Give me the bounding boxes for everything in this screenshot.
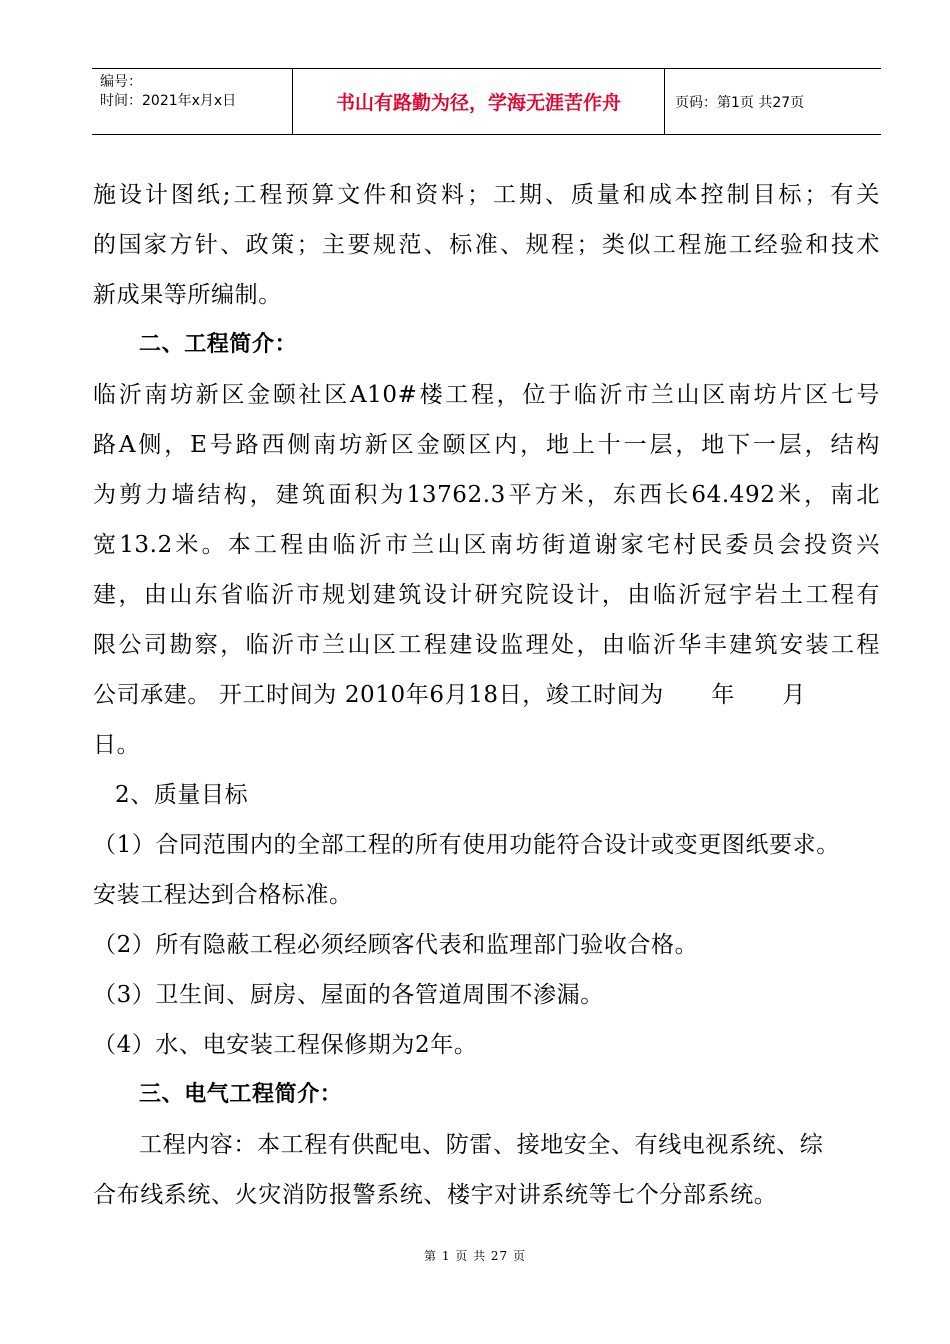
paragraph-line: 工程内容：本工程有供配电、防雷、接地安全、有线电视系统、综 [139,1132,824,1158]
list-item: （3）卫生间、厨房、屋面的各管道周围不渗漏。 [93,982,604,1008]
paragraph-line: 新成果等所编制。 [93,282,282,308]
document-body [93,170,893,1220]
paragraph-line: 施设计图纸;工程预算文件和资料；工期、质量和成本控制目标；有关 [93,182,880,208]
section-heading: 二、工程简介： [139,332,298,357]
paragraph-line: 为剪力墙结构，建筑面积为13762.3平方米，东西长64.492米，南北 [93,482,880,508]
paragraph-line: 建，由山东省临沂市规划建筑设计研究院设计，由临沂冠宇岩土工程有 [93,582,880,608]
paragraph-line: 路A侧，E号路西侧南坊新区金颐区内，地上十一层，地下一层，结构 [93,432,880,458]
paragraph-line: 限公司勘察，临沂市兰山区工程建设监理处，由临沂华丰建筑安装工程 [93,632,880,658]
list-item: （1）合同范围内的全部工程的所有使用功能符合设计或变更图纸要求。 [93,832,840,858]
list-item: （2）所有隐蔽工程必须经顾客代表和监理部门验收合格。 [93,932,699,958]
time-label: 时间：2021年x月x日 [100,93,237,109]
header-meta [92,69,293,134]
paragraph-line: 的国家方针、政策；主要规范、标准、规程；类似工程施工经验和技术 [93,232,880,258]
paragraph-line: 合布线系统、火灾消防报警系统、楼宇对讲系统等七个分部系统。 [93,1182,778,1208]
subsection-title: 2、质量目标 [115,782,249,808]
list-item-continued: 安装工程达到合格标准。 [93,882,353,908]
paragraph-line: 临沂南坊新区金颐社区A10#楼工程，位于临沂市兰山区南坊片区七号 [93,382,880,408]
paragraph-line: 日。 [93,732,141,758]
page-header [92,68,881,135]
header-slogan: 书山有路勤为径，学海无涯苦作舟 [293,69,665,134]
page-footer: 第 1 页 共 27 页 [424,1249,526,1263]
paragraph-line: 宽13.2米。本工程由临沂市兰山区南坊街道谢家宅村民委员会投资兴 [93,532,880,558]
list-item: （4）水、电安装工程保修期为2年。 [93,1032,478,1058]
number-label: 编号： [100,74,142,90]
paragraph-line: 公司承建。 开工时间为 2010年6月18日，竣工时间为 年 月 [93,682,806,708]
section-heading: 三、电气工程简介： [139,1082,343,1107]
header-page-info: 页码：第1页 共27页 [675,94,805,111]
